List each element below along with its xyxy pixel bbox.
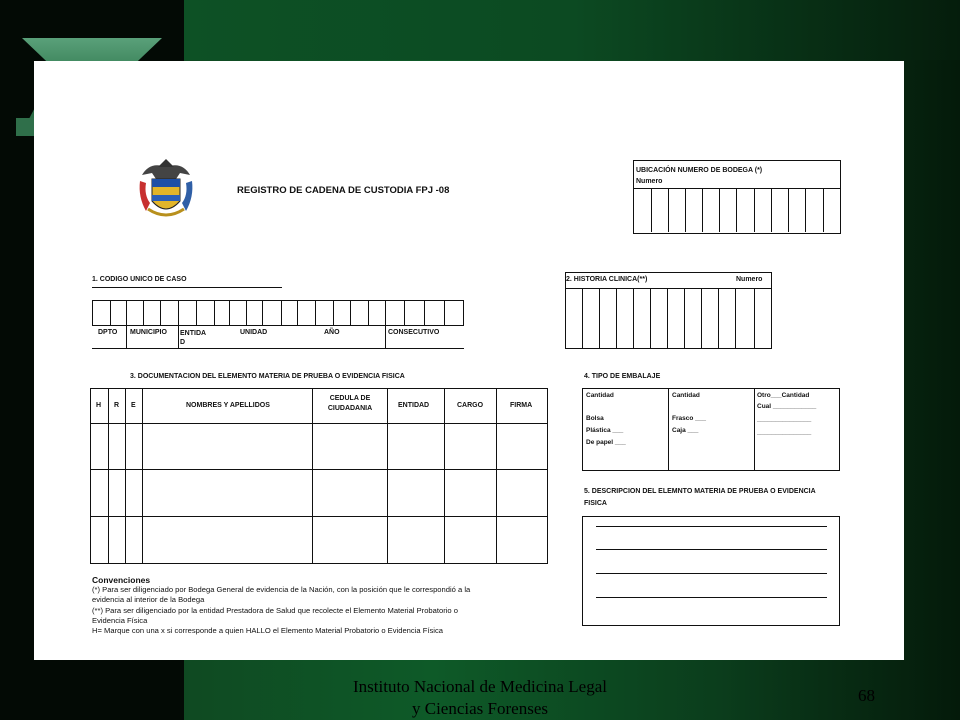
sec3-table: [90, 388, 548, 564]
convenciones-line: Evidencia Física: [92, 615, 148, 625]
footer-institution: [320, 676, 640, 720]
sec1-col-ano: AÑO: [324, 329, 340, 336]
sec5-title-line2: FISICA: [584, 500, 607, 507]
convenciones-line: (*) Para ser diligenciado por Bodega General de evidencia de la Nación, con la posición que le correspondió a la: [92, 585, 471, 595]
sec4-c2-l4: Caja ___: [672, 427, 699, 434]
sec4-title: 4. TIPO DE EMBALAJE: [584, 373, 661, 380]
form-title: REGISTRO DE CADENA DE CUSTODIA FPJ -08: [237, 185, 450, 196]
sec3-col-nombres: NOMBRES Y APELLIDOS: [186, 402, 270, 409]
sec5-title-line1: 5. DESCRIPCION DEL ELEMNTO MATERIA DE PRUEBA O EVIDENCIA: [584, 488, 816, 495]
sec3-col-cargo: CARGO: [457, 402, 484, 409]
sec4-c1-l5: De papel ___: [586, 439, 626, 446]
sec1-title: 1. CODIGO UNICO DE CASO: [92, 276, 187, 283]
sec1-col-consecutivo: CONSECUTIVO: [388, 329, 440, 336]
sec5-box: [582, 516, 840, 626]
sec4-c1-l4: Plástica ___: [586, 427, 624, 434]
sec1-col-unidad: UNIDAD: [240, 329, 268, 336]
sec4-c2-l1: Cantidad: [672, 392, 700, 399]
convenciones-line: H= Marque con una x si corresponde a quien HALLO el Elemento Material Probatorio o Evidencia Física: [92, 626, 443, 636]
page-number: 68: [858, 686, 875, 705]
sec2-title: 2. HISTORIA CLINICA(**): [566, 276, 648, 283]
sec3-col-r: R: [114, 402, 120, 409]
sec1-col-municipio: MUNICIPIO: [130, 329, 167, 336]
convenciones-heading: Convenciones: [92, 575, 151, 585]
sec3-col-entidad: ENTIDAD: [398, 402, 430, 409]
sec3-col-h: H: [96, 402, 102, 409]
sec3-col-cedula: CEDULA DE CIUDADANIA: [327, 395, 373, 412]
sec2-numero-label: Numero: [736, 276, 763, 283]
sec4-c2-l3: Frasco ___: [672, 415, 706, 422]
sec3-title: 3. DOCUMENTACION DEL ELEMENTO MATERIA DE PRUEBA O EVIDENCIA FISICA: [130, 373, 405, 380]
sec4-c3-l3: _______________: [757, 416, 812, 423]
convenciones-line: (**) Para ser diligenciado por la entidad Prestadora de Salud que recolecte el Elemento Material Probatorio o: [92, 605, 458, 615]
bodega-title: UBICACIÓN NUMERO DE BODEGA (*): [636, 167, 763, 174]
convenciones: [92, 575, 552, 636]
sec1-col-entidad: ENTIDA D: [180, 330, 207, 346]
form-document: [34, 61, 904, 660]
sec4-c1-l3: Bolsa: [586, 415, 604, 422]
convenciones-line: evidencia al interior de la Bodega: [92, 595, 205, 605]
sec4-c1-l1: Cantidad: [586, 392, 614, 399]
decorative-square: [16, 118, 36, 136]
footer-line-1: Instituto Nacional de Medicina Legal: [353, 677, 607, 696]
top-green-band: [184, 0, 960, 60]
bodega-numero-label: Numero: [636, 178, 663, 185]
sec3-col-firma: FIRMA: [510, 402, 533, 409]
coat-of-arms-icon: [136, 157, 196, 223]
sec3-col-e: E: [131, 402, 136, 409]
sec4-c3-l2: Cual ____________: [757, 403, 817, 410]
sec4-c3-l1: Otro___Cantidad: [757, 392, 810, 399]
sec1-col-dpto: DPTO: [98, 329, 118, 336]
sec4-c3-l4: _______________: [757, 429, 812, 436]
footer-line-2: y Ciencias Forenses: [412, 699, 548, 718]
